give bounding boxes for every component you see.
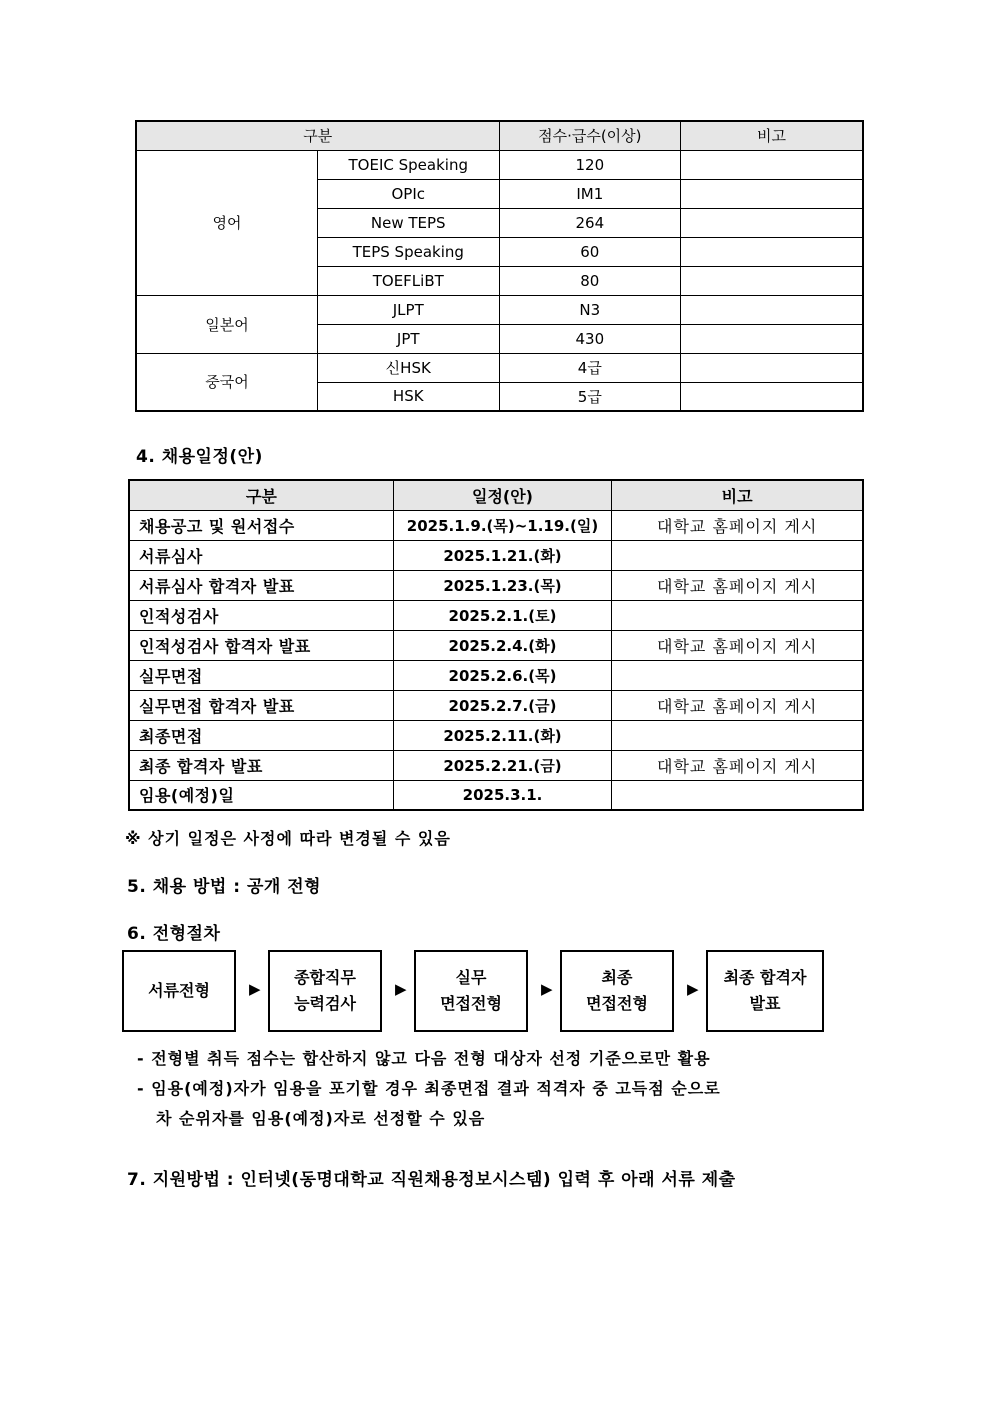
schedule-note — [612, 660, 863, 690]
schedule-item: 인적성검사 — [129, 600, 393, 630]
section-7-title: 7. 지원방법 : 인터넷(동명대학교 직원채용정보시스템) 입력 후 아래 서류 제출 — [127, 1170, 736, 1190]
schedule-note: 대학교 홈페이지 게시 — [612, 690, 863, 720]
table-row — [129, 690, 863, 720]
language-score-table — [135, 120, 864, 412]
language-english: 영어 — [136, 150, 317, 295]
table-header-row — [136, 121, 863, 150]
header-category: 구분 — [129, 480, 393, 510]
schedule-footnote: ※ 상기 일정은 사정에 따라 변경될 수 있음 — [125, 829, 451, 848]
table-row — [129, 510, 863, 540]
test-score: 5급 — [499, 382, 680, 411]
section-4-title: 4. 채용일정(안) — [136, 447, 263, 467]
schedule-note — [612, 780, 863, 810]
table-header-row — [129, 480, 863, 510]
test-name: HSK — [317, 382, 499, 411]
header-category: 구분 — [136, 121, 499, 150]
schedule-item: 실무면접 합격자 발표 — [129, 690, 393, 720]
test-name: OPIc — [317, 179, 499, 208]
schedule-item: 최종면접 — [129, 720, 393, 750]
test-score: IM1 — [499, 179, 680, 208]
test-name: TEPS Speaking — [317, 237, 499, 266]
test-score: 4급 — [499, 353, 680, 382]
test-note — [681, 353, 863, 382]
step-label: 실무 — [455, 968, 487, 987]
step-label-2: 능력검사 — [294, 994, 356, 1013]
table-row — [136, 295, 863, 324]
language-chinese: 중국어 — [136, 353, 317, 411]
schedule-date: 2025.2.6.(목) — [393, 660, 612, 690]
step-label: 서류전형 — [148, 981, 210, 1000]
schedule-item: 인적성검사 합격자 발표 — [129, 630, 393, 660]
schedule-date: 2025.2.21.(금) — [393, 750, 612, 780]
arrow-icon: ▶ — [541, 980, 553, 998]
test-score: 120 — [499, 150, 680, 179]
test-score: 264 — [499, 208, 680, 237]
schedule-date: 2025.2.4.(화) — [393, 630, 612, 660]
step-label: 종합직무 — [294, 968, 356, 987]
test-name: TOEIC Speaking — [317, 150, 499, 179]
test-note — [681, 266, 863, 295]
test-note — [681, 382, 863, 411]
step-final-announcement — [706, 950, 824, 1032]
test-score: 80 — [499, 266, 680, 295]
header-score: 점수·급수(이상) — [499, 121, 680, 150]
schedule-note — [612, 540, 863, 570]
schedule-item: 서류심사 — [129, 540, 393, 570]
schedule-date: 2025.1.21.(화) — [393, 540, 612, 570]
step-label-2: 발표 — [749, 994, 781, 1013]
language-japanese: 일본어 — [136, 295, 317, 353]
header-note: 비고 — [681, 121, 863, 150]
schedule-item: 실무면접 — [129, 660, 393, 690]
table-row — [136, 150, 863, 179]
step-label: 최종 합격자 — [723, 968, 807, 987]
table-row — [129, 630, 863, 660]
test-note — [681, 237, 863, 266]
schedule-date: 2025.2.11.(화) — [393, 720, 612, 750]
schedule-table — [128, 479, 864, 811]
test-name: JLPT — [317, 295, 499, 324]
schedule-item: 채용공고 및 원서접수 — [129, 510, 393, 540]
schedule-date: 2025.1.9.(목)~1.19.(일) — [393, 510, 612, 540]
test-name: 신HSK — [317, 353, 499, 382]
arrow-icon: ▶ — [687, 980, 699, 998]
test-name: JPT — [317, 324, 499, 353]
table-row — [129, 540, 863, 570]
schedule-note: 대학교 홈페이지 게시 — [612, 630, 863, 660]
test-name: New TEPS — [317, 208, 499, 237]
schedule-note: 대학교 홈페이지 게시 — [612, 570, 863, 600]
procedure-note-1: - 전형별 취득 점수는 합산하지 않고 다음 전형 대상자 선정 기준으로만 활용 — [137, 1049, 711, 1068]
header-date: 일정(안) — [393, 480, 612, 510]
table-row — [129, 570, 863, 600]
section-6-title: 6. 전형절차 — [127, 924, 221, 944]
schedule-item: 최종 합격자 발표 — [129, 750, 393, 780]
test-score: 430 — [499, 324, 680, 353]
step-label-2: 면접전형 — [440, 994, 502, 1013]
schedule-item: 서류심사 합격자 발표 — [129, 570, 393, 600]
schedule-note: 대학교 홈페이지 게시 — [612, 750, 863, 780]
schedule-note — [612, 720, 863, 750]
test-note — [681, 208, 863, 237]
table-row — [129, 750, 863, 780]
test-score: 60 — [499, 237, 680, 266]
schedule-date: 2025.1.23.(목) — [393, 570, 612, 600]
schedule-item: 임용(예정)일 — [129, 780, 393, 810]
step-final-interview — [560, 950, 674, 1032]
table-row — [129, 600, 863, 630]
header-note: 비고 — [612, 480, 863, 510]
table-row — [129, 720, 863, 750]
section-5-title: 5. 채용 방법 : 공개 전형 — [127, 877, 322, 897]
schedule-date: 2025.2.7.(금) — [393, 690, 612, 720]
step-label-2: 면접전형 — [586, 994, 648, 1013]
step-practical-interview — [414, 950, 528, 1032]
step-label: 최종 — [601, 968, 633, 987]
table-row — [129, 780, 863, 810]
test-name: TOEFLiBT — [317, 266, 499, 295]
arrow-icon: ▶ — [249, 980, 261, 998]
procedure-note-3: 차 순위자를 임용(예정)자로 선정할 수 있음 — [156, 1109, 486, 1128]
procedure-note-2: - 임용(예정)자가 임용을 포기할 경우 최종면접 결과 적격자 중 고득점 순으로 — [137, 1079, 721, 1098]
table-row — [136, 353, 863, 382]
table-row — [129, 660, 863, 690]
schedule-note: 대학교 홈페이지 게시 — [612, 510, 863, 540]
arrow-icon: ▶ — [395, 980, 407, 998]
schedule-note — [612, 600, 863, 630]
test-note — [681, 295, 863, 324]
test-score: N3 — [499, 295, 680, 324]
step-document-screening — [122, 950, 236, 1032]
schedule-date: 2025.3.1. — [393, 780, 612, 810]
test-note — [681, 150, 863, 179]
schedule-date: 2025.2.1.(토) — [393, 600, 612, 630]
test-note — [681, 324, 863, 353]
step-aptitude-test — [268, 950, 382, 1032]
test-note — [681, 179, 863, 208]
